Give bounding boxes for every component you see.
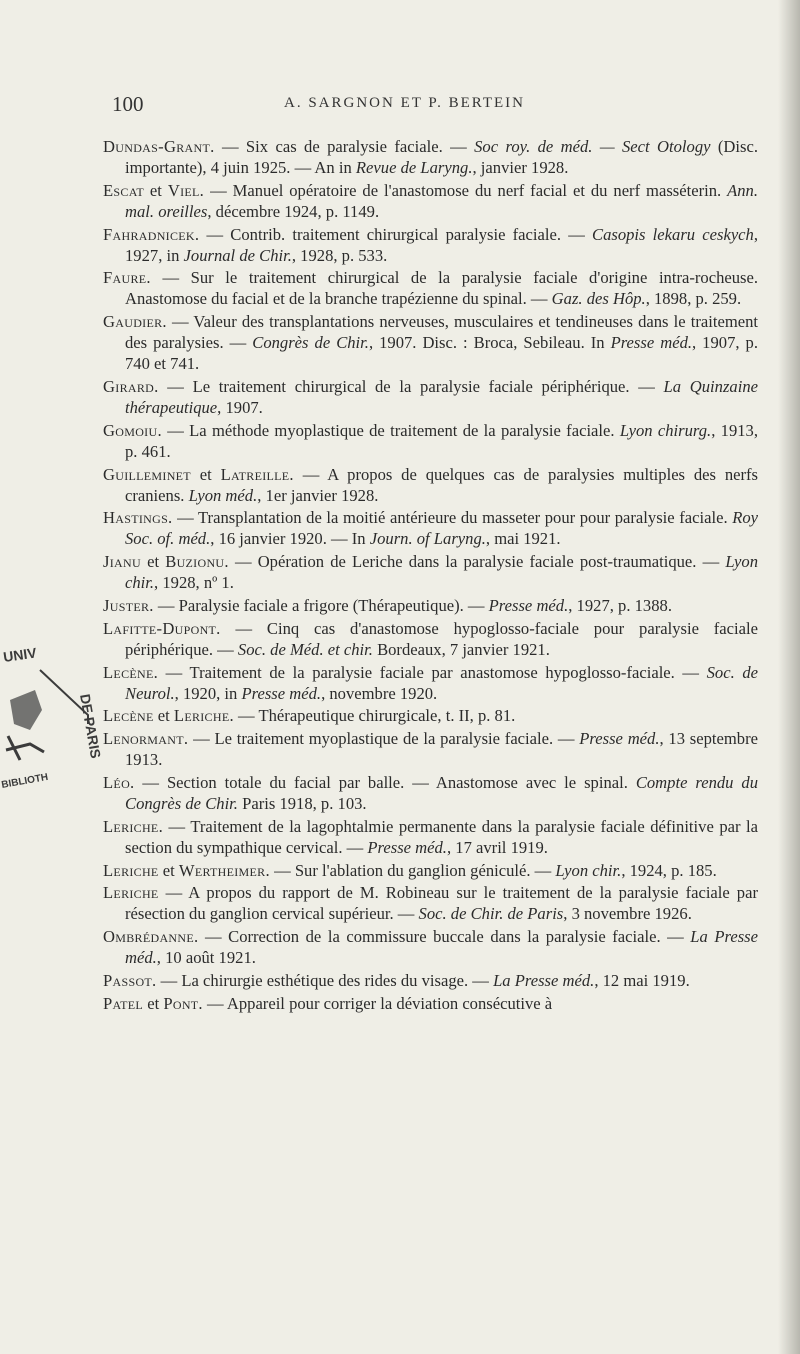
bib-entry-14: Lecène et Leriche. — Thérapeutique chirurgicale, t. II, p. 81.	[103, 706, 516, 726]
stamp-text-side: DE PARIS	[77, 692, 105, 760]
bib-entry-20: Ombrédanne. — Correction de la commissure buccale dans la paralysie faciale. — La Presse méd., 10 août 1921.	[103, 927, 758, 968]
library-stamp	[0, 640, 105, 800]
bib-entry-22: Patel et Pont. — Appareil pour corriger la déviation consécutive à	[103, 993, 553, 1013]
stamp-text-bottom: BIBLIOTH	[0, 771, 50, 791]
bib-entry-7: Gomoiu. — La méthode myoplastique de traitement de la paralysie faciale. Lyon chirurg., 1913, p. 461.	[103, 420, 759, 461]
bibliography	[103, 136, 758, 1016]
bib-entry-11: Juster. — Paralysie faciale a frigore (Thérapeutique). — Presse méd., 1927, p. 1388.	[103, 595, 672, 615]
bib-entry-15: Lenormant. — Le traitement myoplastique de la paralysie faciale. — Presse méd., 13 septembre 1913.	[103, 729, 758, 770]
bib-entry-17: Leriche. — Traitement de la lagophtalmie permanente dans la paralysie faciale définitive par la section du sympathique cervical. — Presse méd., 17 avril 1919.	[103, 816, 758, 857]
running-head: A. SARGNON ET P. BERTEIN	[284, 95, 526, 111]
bib-entry-3: Fahradnicek. — Contrib. traitement chirurgical paralysie faciale. — Casopis lekaru ceskych, 1927, in Journal de Chir., 1928, p. 533.	[103, 224, 758, 265]
bib-entry-8: Guilleminet et Latreille. — A propos de quelques cas de paralysies multiples des nerfs craniens. Lyon méd., 1er janvier 1928.	[103, 464, 758, 505]
stamp-text-top: UNIV	[2, 644, 38, 665]
bib-entry-6: Girard. — Le traitement chirurgical de la paralysie faciale périphérique. — La Quinzaine thérapeutique, 1907.	[103, 376, 758, 417]
bib-entry-4: Faure. — Sur le traitement chirurgical de la paralysie faciale d'origine intra-rocheuse. Anastomose du facial et de la branche trapézienne du spinal. — Gaz. des Hôp., 1898, p. 259.	[103, 268, 758, 309]
page-number: 100	[112, 92, 144, 116]
bib-entry-5: Gaudier. — Valeur des transplantations nerveuses, musculaires et tendineuses dans le traitement des paralysies. — Congrès de Chir., 1907. Disc. : Broca, Sebileau. In Presse méd., 1907, p. 740 et 741.	[103, 312, 758, 374]
bib-entry-21: Passot. — La chirurgie esthétique des rides du visage. — La Presse méd., 12 mai 1919.	[103, 970, 690, 990]
bib-entry-9: Hastings. — Transplantation de la moitié antérieure du masseter pour pour paralysie faciale. Roy Soc. of. méd., 16 janvier 1920. — In Journ. of Laryng., mai 1921.	[103, 508, 758, 549]
page-edge-shadow	[778, 0, 800, 1354]
bib-entry-16: Léo. — Section totale du facial par balle. — Anastomose avec le spinal. Compte rendu du Congrès de Chir. Paris 1918, p. 103.	[103, 772, 759, 813]
page-header	[112, 92, 752, 118]
bib-entry-19: Leriche — A propos du rapport de M. Robineau sur le traitement de la paralysie faciale par résection du ganglion cervical supérieur. — Soc. de Chir. de Paris, 3 novembre 1926.	[103, 883, 758, 924]
bib-entry-18: Leriche et Wertheimer. — Sur l'ablation du ganglion géniculé. — Lyon chir., 1924, p. 185.	[103, 860, 717, 880]
bib-entry-1: Dundas-Grant. — Six cas de paralysie faciale. — Soc roy. de méd. — Sect Otology (Disc. importante), 4 juin 1925. — An in Revue de Laryng., janvier 1928.	[103, 137, 758, 177]
bib-entry-10: Jianu et Buzionu. — Opération de Leriche dans la paralysie faciale post-traumatique. — Lyon chir., 1928, nº 1.	[103, 552, 759, 593]
bib-entry-2: Escat et Viel. — Manuel opératoire de l'anastomose du nerf facial et du nerf masséterin. Ann. mal. oreilles, décembre 1924, p. 1149.	[103, 180, 758, 221]
bib-entry-13: Lecène. — Traitement de la paralysie faciale par anastomose hypoglosso-faciale. — Soc. de Neurol., 1920, in Presse méd., novembre 1920.	[103, 662, 758, 703]
bib-entry-12: Lafitte-Dupont. — Cinq cas d'anastomose hypoglosso-faciale pour paralysie faciale périphérique. — Soc. de Méd. et chir. Bordeaux, 7 janvier 1921.	[103, 618, 758, 659]
